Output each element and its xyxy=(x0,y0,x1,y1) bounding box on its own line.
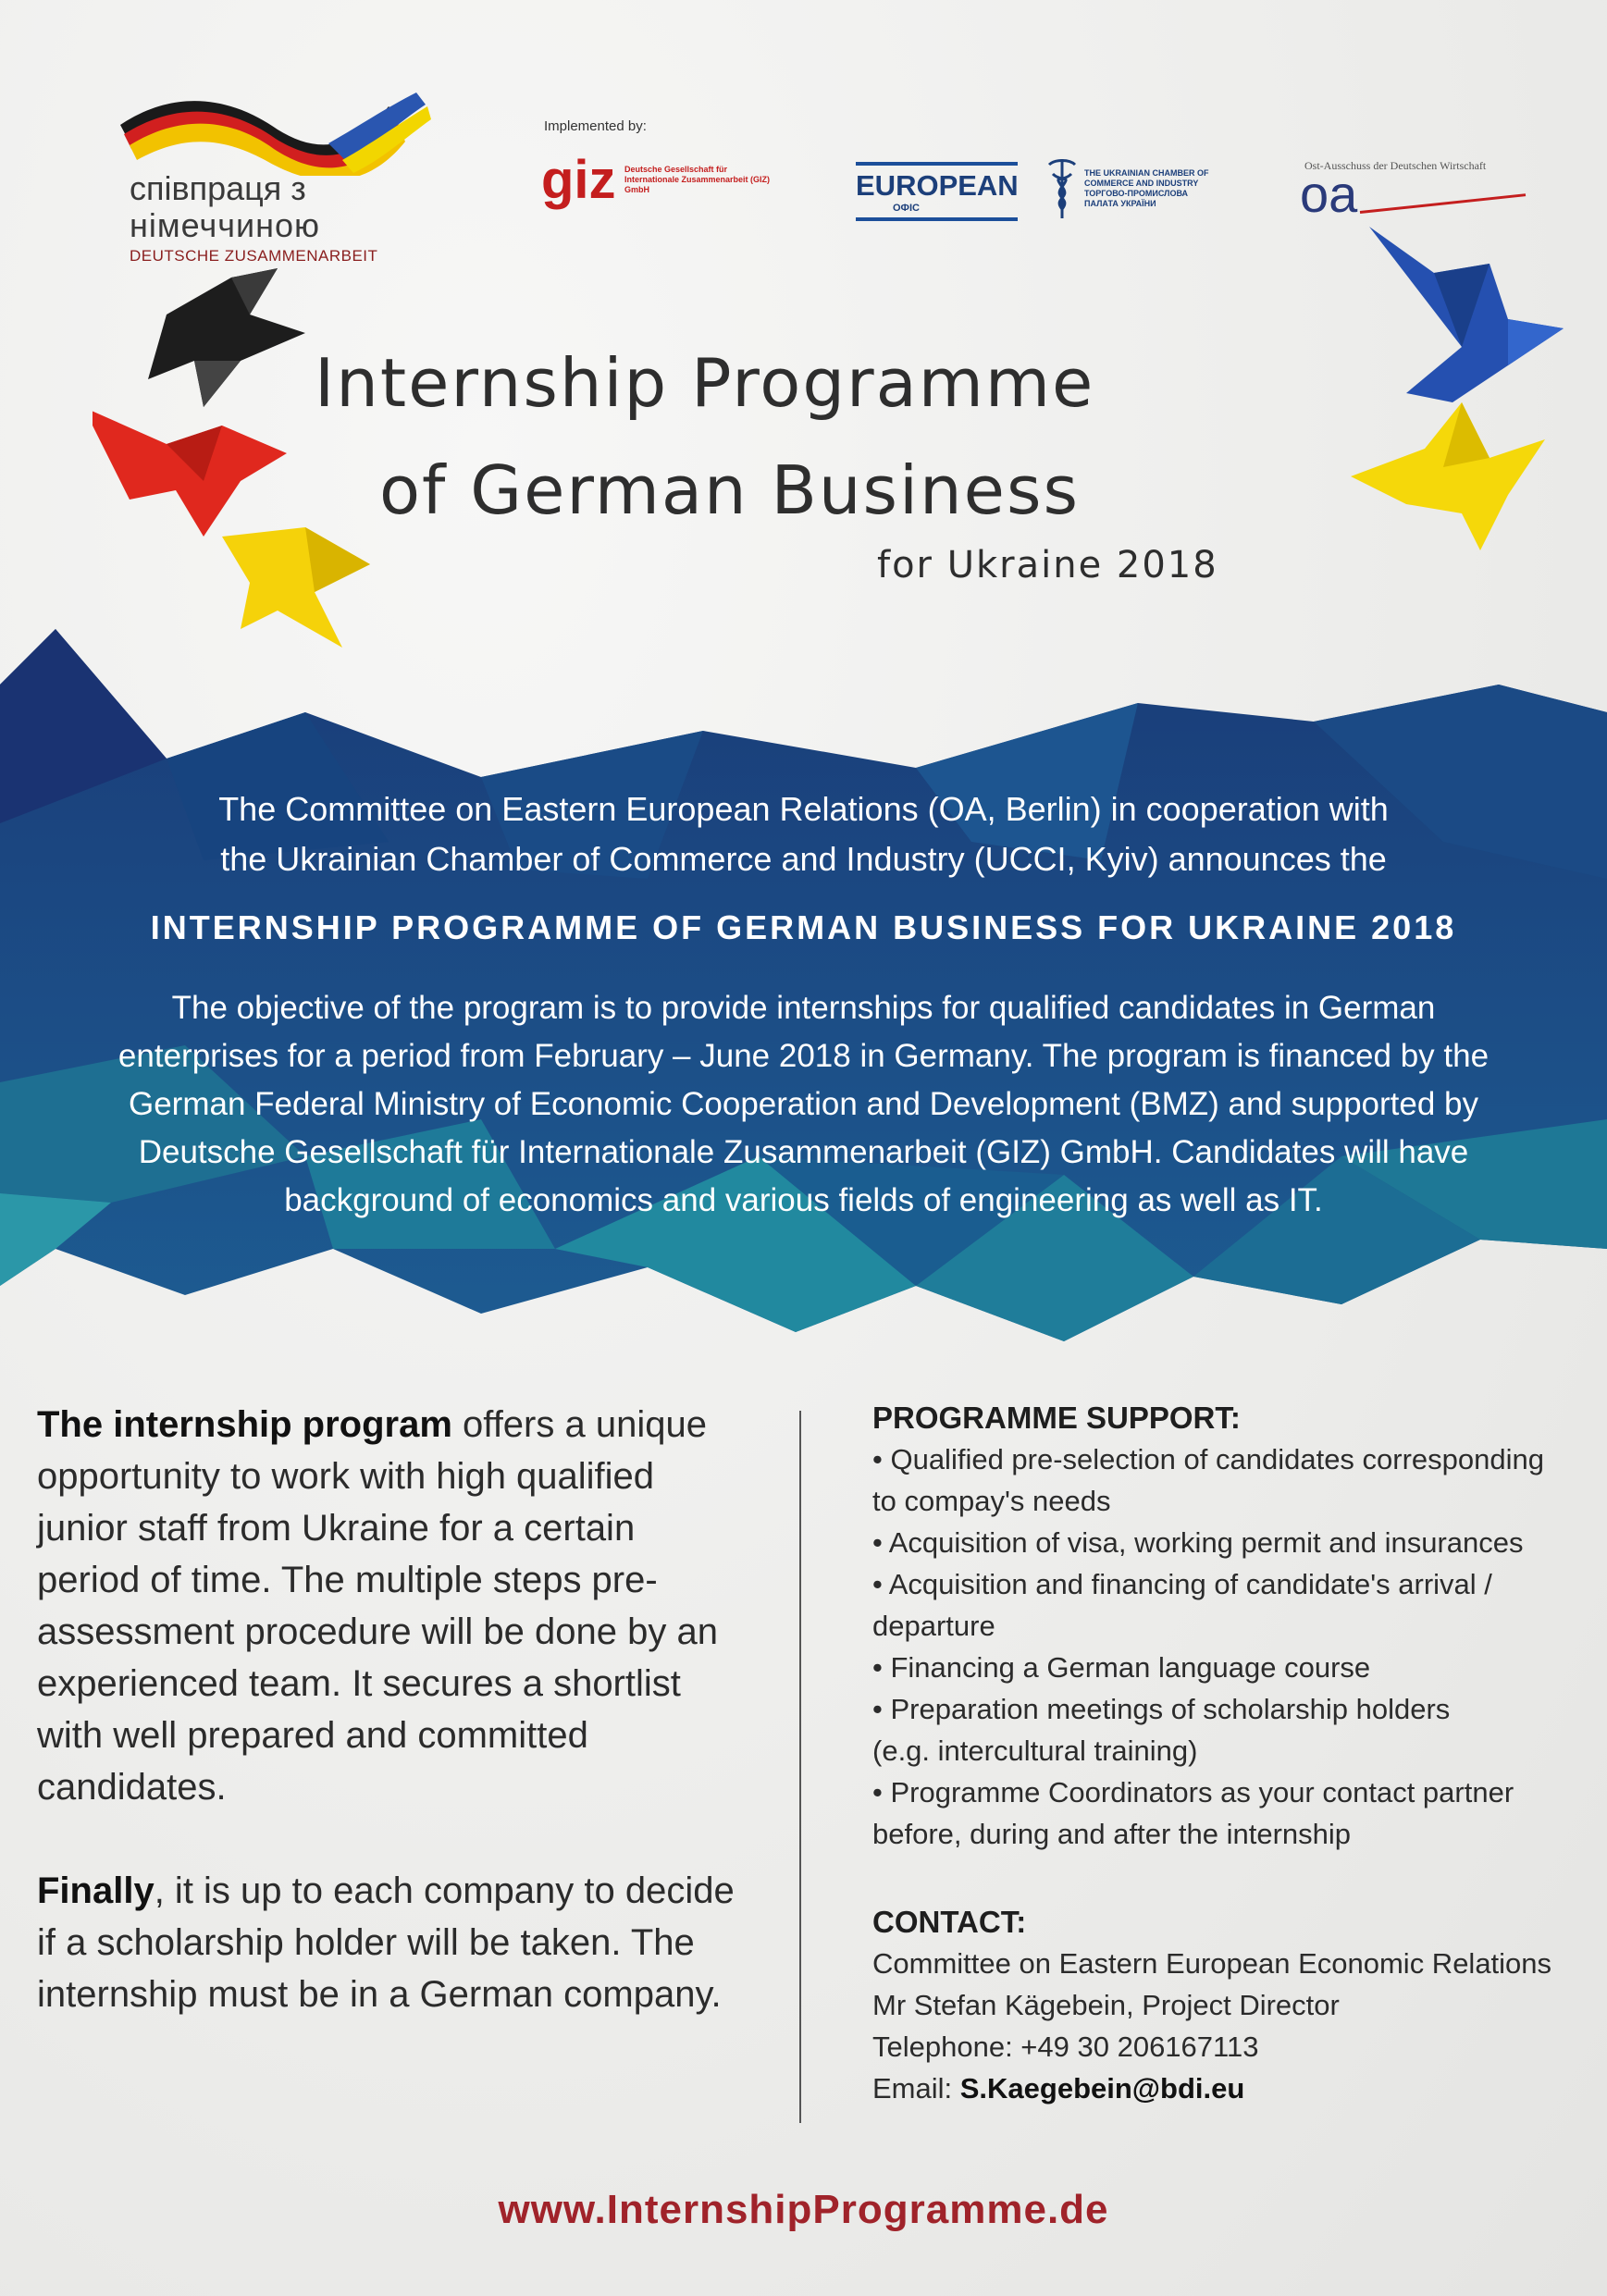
objective-line-5: background of economics and various fields of engineering as well as IT. xyxy=(284,1182,1323,1218)
support-item: • Preparation meetings of scholarship holders xyxy=(872,1693,1451,1725)
internship-line-4: period of time. The multiple steps pre- xyxy=(37,1560,658,1600)
origami-birds-right-icon xyxy=(1351,217,1591,615)
website-link[interactable]: www.InternshipProgramme.de xyxy=(498,2187,1109,2232)
internship-paragraph-bold: The internship program xyxy=(37,1404,452,1445)
implemented-by-label: Implemented by: xyxy=(544,118,647,134)
support-item: (e.g. intercultural training) xyxy=(872,1734,1198,1767)
support-item: departure xyxy=(872,1610,995,1642)
page-subtitle: for Ukraine 2018 xyxy=(877,544,1218,586)
caduceus-icon xyxy=(1045,155,1079,220)
cooperation-logo xyxy=(111,88,435,273)
contact-email-row xyxy=(872,2068,1576,2109)
internship-line-5: assessment procedure will be done by an xyxy=(37,1611,718,1652)
oa-logo: oa xyxy=(1300,165,1358,223)
european-office-logo xyxy=(856,162,1018,221)
european-logo-sub: ОФІС xyxy=(893,203,920,214)
support-item: • Acquisition of visa, working permit and insurances xyxy=(872,1526,1524,1559)
section-gap xyxy=(872,1855,1576,1901)
contact-email-link[interactable]: S.Kaegebein@bdi.eu xyxy=(959,2072,1245,2105)
support-item: • Qualified pre-selection of candidates corresponding xyxy=(872,1443,1545,1475)
finally-line-3: internship must be in a German company. xyxy=(37,1974,722,2015)
contact-telephone: Telephone: +49 30 206167113 xyxy=(872,2031,1259,2063)
coop-line-1: співпраця з xyxy=(130,169,306,207)
support-item: • Programme Coordinators as your contact partner xyxy=(872,1776,1514,1808)
support-item: • Financing a German language course xyxy=(872,1651,1371,1684)
programme-heading: INTERNSHIP PROGRAMME OF GERMAN BUSINESS FOR UKRAINE 2018 xyxy=(150,908,1457,946)
support-heading: PROGRAMME SUPPORT: xyxy=(872,1401,1241,1435)
internship-line-2: opportunity to work with high qualified xyxy=(37,1456,655,1497)
internship-paragraph xyxy=(37,1399,777,1813)
objective-line-3: German Federal Ministry of Economic Cooperation and Development (BMZ) and supported by xyxy=(128,1086,1478,1122)
page-title-line-2: of German Business xyxy=(379,451,1080,529)
blue-mountain-band xyxy=(0,601,1607,1360)
internship-line-8: candidates. xyxy=(37,1767,227,1808)
internship-line-6: experienced team. It secures a shortlist xyxy=(37,1663,681,1704)
internship-line-7: with well prepared and committed xyxy=(37,1715,588,1756)
european-logo-main: EUROPEAN xyxy=(856,169,1019,202)
left-column xyxy=(37,1399,777,2072)
flag-ribbon-icon xyxy=(111,88,435,176)
contact-email-label: Email: xyxy=(872,2072,960,2105)
finally-paragraph-bold: Finally xyxy=(37,1870,155,1911)
page-title-line-1: Internship Programme xyxy=(315,344,1095,422)
contact-person: Mr Stefan Kägebein, Project Director xyxy=(872,1989,1340,2021)
ucci-logo-text: THE UKRAINIAN CHAMBER OF COMMERCE AND INDUSTRY ТОРГОВО-ПРОМИСЛОВА ПАЛАТА УКРАЇНИ xyxy=(1084,168,1209,208)
coop-line-3: DEUTSCHE ZUSAMMENARBEIT xyxy=(130,247,378,265)
finally-line-2: if a scholarship holder will be taken. The xyxy=(37,1922,695,1963)
contact-heading: CONTACT: xyxy=(872,1905,1027,1939)
objective-text xyxy=(0,984,1607,1225)
objective-line-2: enterprises for a period from February – June 2018 in Germany. The program is financed by the xyxy=(117,1038,1490,1074)
giz-logo-text: Deutsche Gesellschaft für Internationale Zusammenarbeit (GIZ) GmbH xyxy=(624,165,771,194)
objective-line-1: The objective of the program is to provide internships for qualified candidates in German xyxy=(171,990,1436,1026)
right-column xyxy=(872,1397,1576,2109)
giz-logo: giz xyxy=(541,150,616,210)
finally-line-1: , it is up to each company to decide xyxy=(154,1870,735,1911)
internship-line-3: junior staff from Ukraine for a certain xyxy=(37,1508,636,1549)
objective-line-4: Deutsche Gesellschaft für Internationale Zusammenarbeit (GIZ) GmbH. Candidates will have xyxy=(138,1134,1469,1170)
intro-line-1: The Committee on Eastern European Relations (OA, Berlin) in cooperation with xyxy=(218,790,1389,828)
internship-line-1: offers a unique xyxy=(451,1404,707,1445)
intro-text xyxy=(0,784,1607,884)
column-divider xyxy=(799,1411,801,2123)
support-item: before, during and after the internship xyxy=(872,1818,1352,1850)
finally-paragraph xyxy=(37,1865,777,2020)
intro-line-2: the Ukrainian Chamber of Commerce and Industry (UCCI, Kyiv) announces the xyxy=(220,840,1387,878)
oa-logo-label: Ost-Ausschuss der Deutschen Wirtschaft xyxy=(1304,159,1487,172)
support-item: to compay's needs xyxy=(872,1485,1111,1517)
contact-organization: Committee on Eastern European Economic Relations xyxy=(872,1947,1552,1980)
support-item: • Acquisition and financing of candidate's arrival / xyxy=(872,1568,1492,1600)
coop-line-2: німеччиною xyxy=(130,206,320,244)
origami-birds-left-icon xyxy=(93,259,407,648)
